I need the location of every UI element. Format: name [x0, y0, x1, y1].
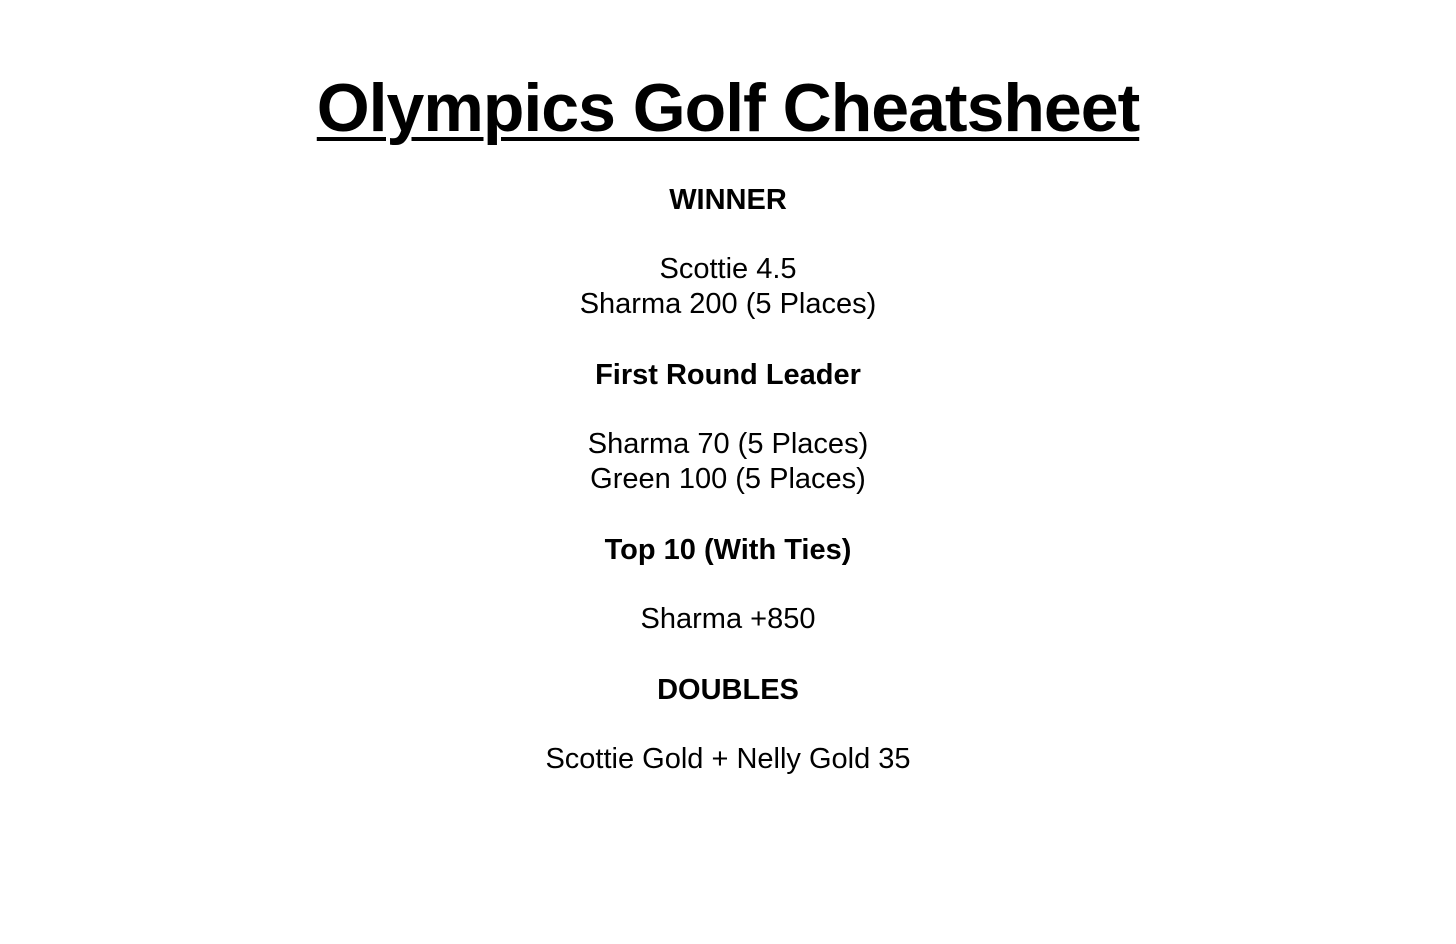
list-item: Sharma 70 (5 Places): [587, 428, 869, 460]
list-item: Sharma +850: [640, 603, 816, 635]
section-heading-first-round-leader: First Round Leader: [595, 359, 861, 391]
list-item: Scottie Gold + Nelly Gold 35: [545, 743, 911, 775]
list-item: Green 100 (5 Places): [590, 463, 866, 495]
section-heading-winner: WINNER: [669, 184, 787, 216]
page-title: [0, 68, 1456, 148]
list-item: Sharma 200 (5 Places): [579, 288, 877, 320]
section-heading-top-10: Top 10 (With Ties): [604, 534, 852, 566]
page-title-text: Olympics Golf Cheatsheet: [316, 70, 1140, 146]
list-item: Scottie 4.5: [659, 253, 797, 285]
section-heading-doubles: DOUBLES: [657, 674, 799, 706]
